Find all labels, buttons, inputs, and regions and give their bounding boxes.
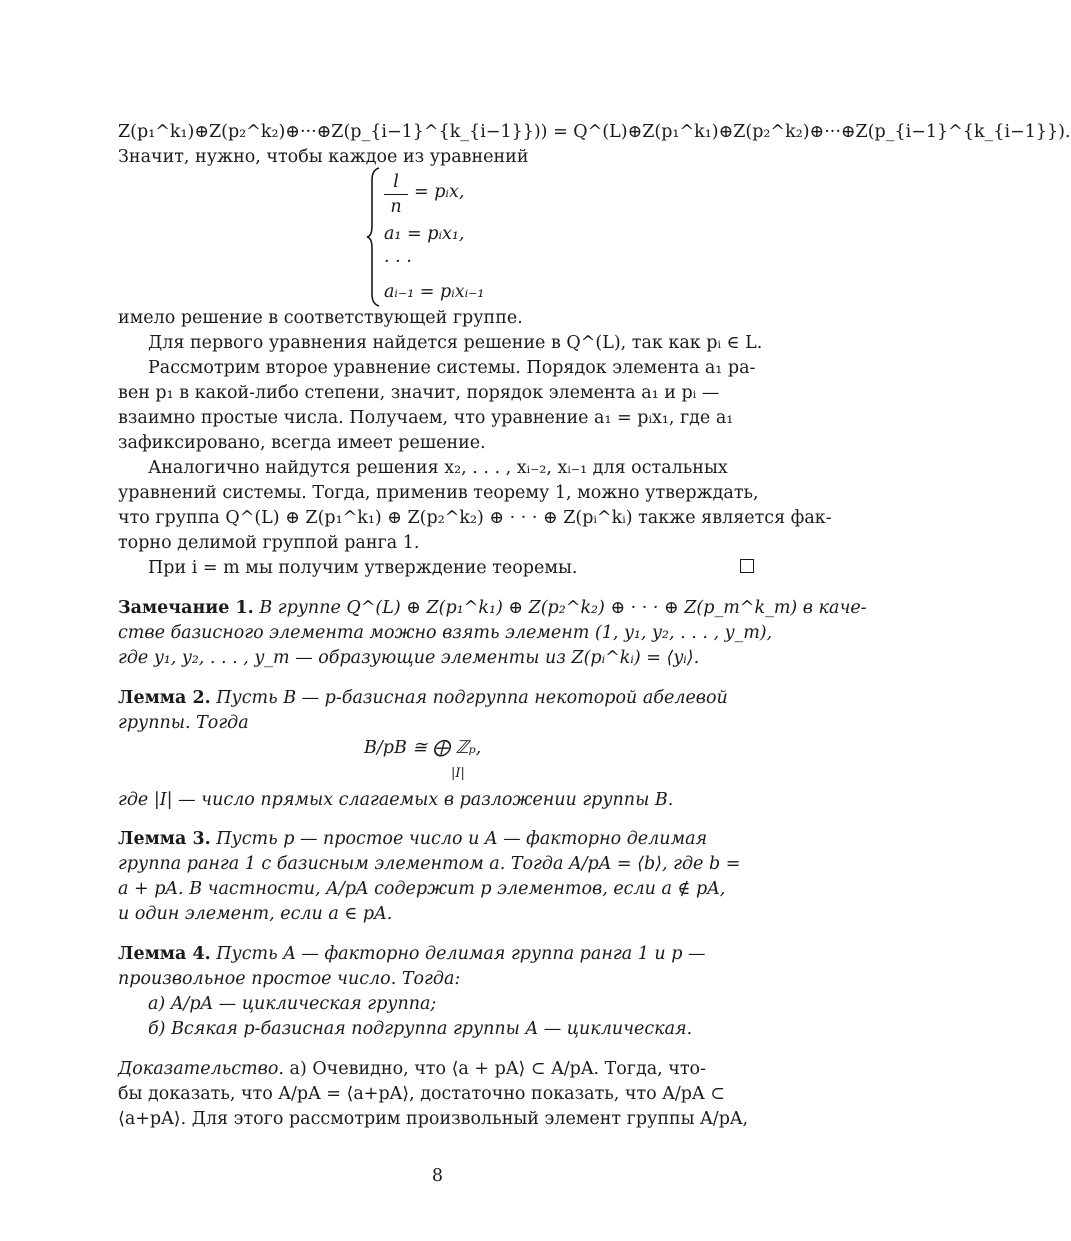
- lemma-line: произвольное простое число. Тогда:: [118, 969, 461, 989]
- system-row: · · ·: [384, 252, 412, 272]
- lemma-line: группы. Тогда: [118, 713, 249, 733]
- system-row: a₁ = pᵢx₁,: [384, 224, 465, 244]
- text-line: имело решение в соответствующей группе.: [118, 308, 523, 328]
- lemma-line: [118, 827, 758, 852]
- text-line: При i = m мы получим утверждение теоремы.: [148, 558, 578, 578]
- lemma-label: Лемма 3.: [118, 829, 211, 849]
- display-formula: B/pB ≅ ⨁ ℤₚ,: [364, 738, 482, 758]
- formula-subscript: |I|: [451, 766, 465, 781]
- lemma-line: группа ранга 1 с базисным элементом a. Тогда A/pA = ⟨b⟩, где b =: [118, 854, 741, 874]
- qed-square-icon: [740, 559, 754, 573]
- system-row: = pᵢx,: [414, 182, 465, 202]
- lemma-item: а) A/pA — циклическая группа;: [148, 994, 437, 1014]
- proof-label: Доказательство.: [118, 1059, 284, 1079]
- text-line: что группа Q^(L) ⊕ Z(p₁^k₁) ⊕ Z(p₂^k₂) ⊕ · · · ⊕ Z(pᵢ^kᵢ) также является фак-: [118, 508, 832, 528]
- proof-text: а) Очевидно, что ⟨a + pA⟩ ⊂ A/pA. Тогда, что-: [289, 1059, 706, 1079]
- lemma-text: Пусть A — факторно делимая группа ранга 1 и p —: [216, 944, 706, 964]
- text-line: взаимно простые числа. Получаем, что уравнение a₁ = pᵢx₁, где a₁: [118, 408, 734, 428]
- lemma-label: Лемма 4.: [118, 944, 211, 964]
- lemma-line: [118, 942, 758, 967]
- lemma-line: a + pA. В частности, A/pA содержит p элементов, если a ∉ pA,: [118, 879, 726, 899]
- lemma-label: Лемма 2.: [118, 688, 211, 708]
- system-row: aᵢ₋₁ = pᵢxᵢ₋₁: [384, 282, 485, 302]
- text-line: Значит, нужно, чтобы каждое из уравнений: [118, 147, 529, 167]
- text-line: уравнений системы. Тогда, применив теорему 1, можно утверждать,: [118, 483, 759, 503]
- left-brace-icon: [366, 166, 382, 308]
- lemma-line: [118, 686, 758, 711]
- proof-line: [118, 1057, 758, 1082]
- proof-line: ⟨a+pA⟩. Для этого рассмотрим произвольный элемент группы A/pA,: [118, 1109, 749, 1129]
- remark-line: стве базисного элемента можно взять элемент (1, y₁, y₂, . . . , y_m),: [118, 623, 773, 643]
- remark-line: [118, 596, 867, 621]
- remark-line: где y₁, y₂, . . . , y_m — образующие элементы из Z(pᵢ^kᵢ) = ⟨yᵢ⟩.: [118, 648, 700, 668]
- text-line: вен p₁ в какой-либо степени, значит, порядок элемента a₁ и pᵢ —: [118, 383, 720, 403]
- remark-text: В группе Q^(L) ⊕ Z(p₁^k₁) ⊕ Z(p₂^k₂) ⊕ · · · ⊕ Z(p_m^k_m) в каче-: [259, 598, 867, 618]
- text-line: Для первого уравнения найдется решение в Q^(L), так как pᵢ ∈ L.: [148, 333, 763, 353]
- text-line: торно делимой группой ранга 1.: [118, 533, 420, 553]
- formula-line: Z(p₁^k₁)⊕Z(p₂^k₂)⊕···⊕Z(p_{i−1}^{k_{i−1}})) = Q^(L)⊕Z(p₁^k₁)⊕Z(p₂^k₂)⊕···⊕Z(p_{i−1}^{k_{i−1}}).: [118, 122, 1071, 142]
- page-number: 8: [431, 1166, 444, 1186]
- text-line: зафиксировано, всегда имеет решение.: [118, 433, 486, 453]
- lemma-text: Пусть B — p-базисная подгруппа некоторой абелевой: [216, 688, 728, 708]
- lemma-text: Пусть p — простое число и A — факторно делимая: [216, 829, 708, 849]
- fraction-denominator: n: [390, 197, 402, 217]
- fraction-numerator: l: [393, 172, 399, 192]
- remark-label: Замечание 1.: [118, 598, 254, 618]
- equation-system: [366, 166, 566, 308]
- fraction: [384, 172, 408, 217]
- lemma-line: и один элемент, если a ∈ pA.: [118, 904, 393, 924]
- lemma-item: б) Всякая p-базисная подгруппа группы A — циклическая.: [148, 1019, 693, 1039]
- proof-line: бы доказать, что A/pA = ⟨a+pA⟩, достаточно показать, что A/pA ⊂: [118, 1084, 725, 1104]
- lemma-line: где |I| — число прямых слагаемых в разложении группы B.: [118, 790, 674, 810]
- text-line: Рассмотрим второе уравнение системы. Порядок элемента a₁ ра-: [148, 358, 756, 378]
- text-line: Аналогично найдутся решения x₂, . . . , xᵢ₋₂, xᵢ₋₁ для остальных: [148, 458, 728, 478]
